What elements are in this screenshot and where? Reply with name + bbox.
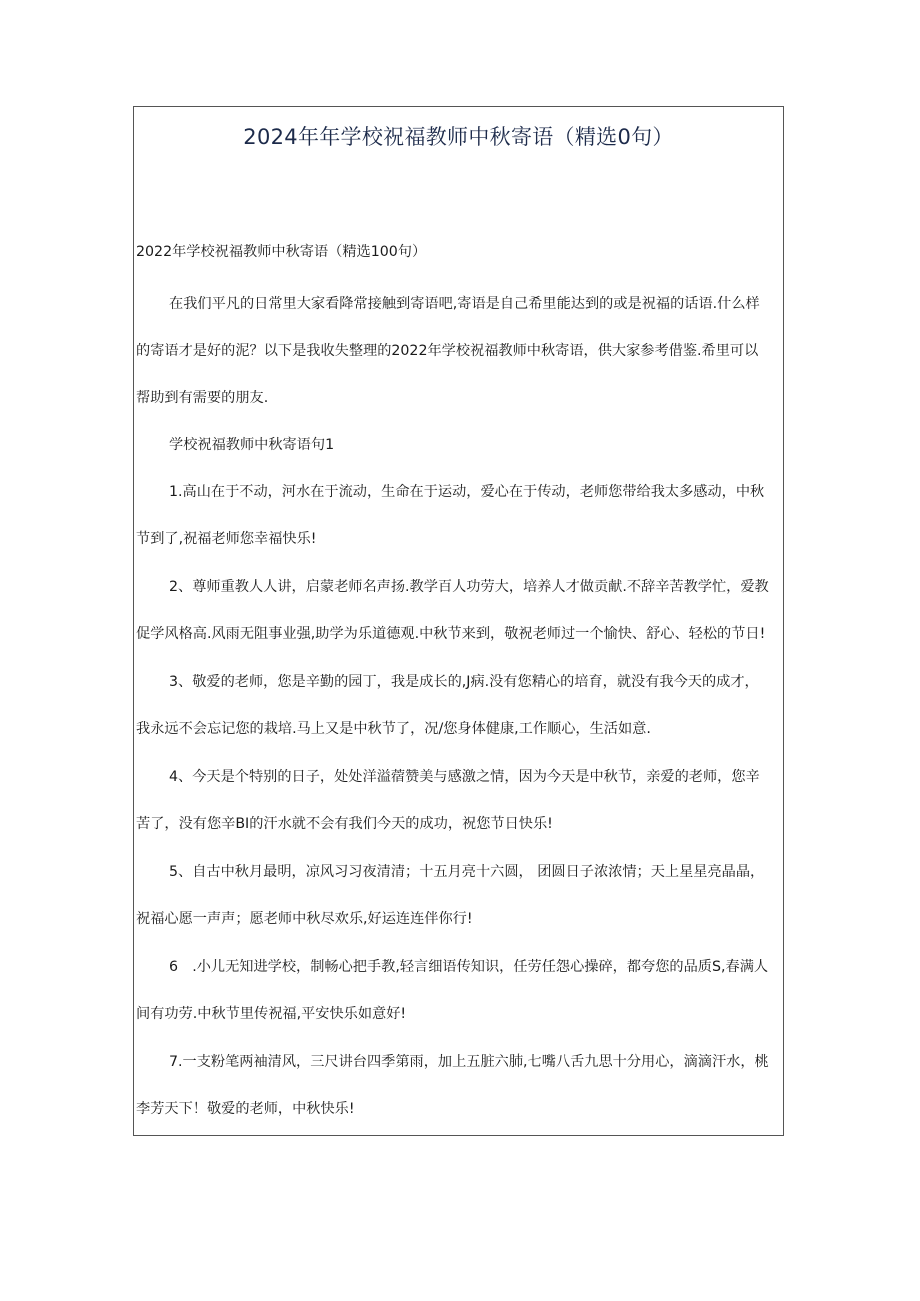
text-line: 帮助到有需要的朋友. [136, 390, 269, 406]
text-line: 4、今天是个特别的日子，处处洋溢蓿赞美与感激之情，因为今天是中秋节，亲爱的老师，您辛 [169, 769, 760, 785]
text-line: 我永远不会忘记您的栽培.马上又是中秋节了，况/您身体健康,工作顺心，生活如意. [136, 721, 651, 737]
text-line: 李芳天下！敬爱的老师，中秋快乐! [136, 1101, 355, 1117]
document-subtitle: 2022年学校祝福教师中秋寄语（精选100句） [136, 244, 427, 260]
list-item [136, 564, 779, 658]
intro-paragraph [136, 281, 779, 422]
section-heading [136, 422, 779, 469]
list-item [136, 1039, 779, 1133]
text-line: 间有功劳.中秋节里传祝福,平安快乐如意好! [136, 1006, 407, 1022]
text-line: 5、自古中秋月最明，凉风习习夜清清；十五月亮十六圆， 团圆日子浓浓情；天上星星亮晶晶， [169, 864, 765, 880]
text-line: 促学风格高.风雨无阻事业强,助学为乐道德观.中秋节来到，敬祝老师过一个愉快、舒心、轻松的节日! [136, 626, 766, 642]
text-line: 祝福心愿一声声；愿老师中秋尽欢乐,好运连连伴你行! [136, 911, 473, 927]
document-title: 2024年年学校祝福教师中秋寄语（精选0句） [243, 125, 674, 149]
list-item [136, 944, 779, 1038]
text-line: 2、尊师重教人人讲，启蒙老师名声扬.教学百人功劳大，培养人才做贡献.不辞辛苦教学忙，爱教 [169, 579, 769, 595]
text-line: 6 .小儿无知进学校，制畅心把手教,轻言细语传知识，任劳任怨心操碎，都夸您的品质S,春满人 [169, 959, 769, 975]
text-line: 3、敬爱的老师，您是辛勤的园丁，我是成长的,J病.没有您精心的培育，就没有我今天的成才， [169, 674, 759, 690]
text-line: 在我们平凡的日常里大家看降常接触到寄语吧,寄语是自己希里能达到的或是祝福的话语.什么样 [169, 296, 760, 312]
text-line: 节到了,祝福老师您幸福快乐! [136, 531, 317, 547]
text-line: 7.一支粉笔两袖清风，三尺讲台四季第雨，加上五脏六肺,七嘴八舌九思十分用心，滴滴汗水，桃 [169, 1054, 769, 1070]
list-item [136, 754, 779, 848]
list-item [136, 469, 779, 563]
text-line: 1.高山在于不动，河水在于流动，生命在于运动，爱心在于传动，老师您带给我太多感动，中秋 [169, 484, 765, 500]
text-line: 的寄语才是好的泥？以下是我收失整理的2022年学校祝福教师中秋寄语，供大家参考借鉴.希里可以 [136, 343, 759, 359]
text-line: 苦了，没有您辛BI的汗水就不会有我们今天的成功，祝您节日快乐! [136, 816, 553, 832]
list-item [136, 849, 779, 943]
list-item [136, 659, 779, 753]
text-line: 学校祝福教师中秋寄语句1 [169, 437, 335, 453]
document-frame [133, 106, 784, 1136]
